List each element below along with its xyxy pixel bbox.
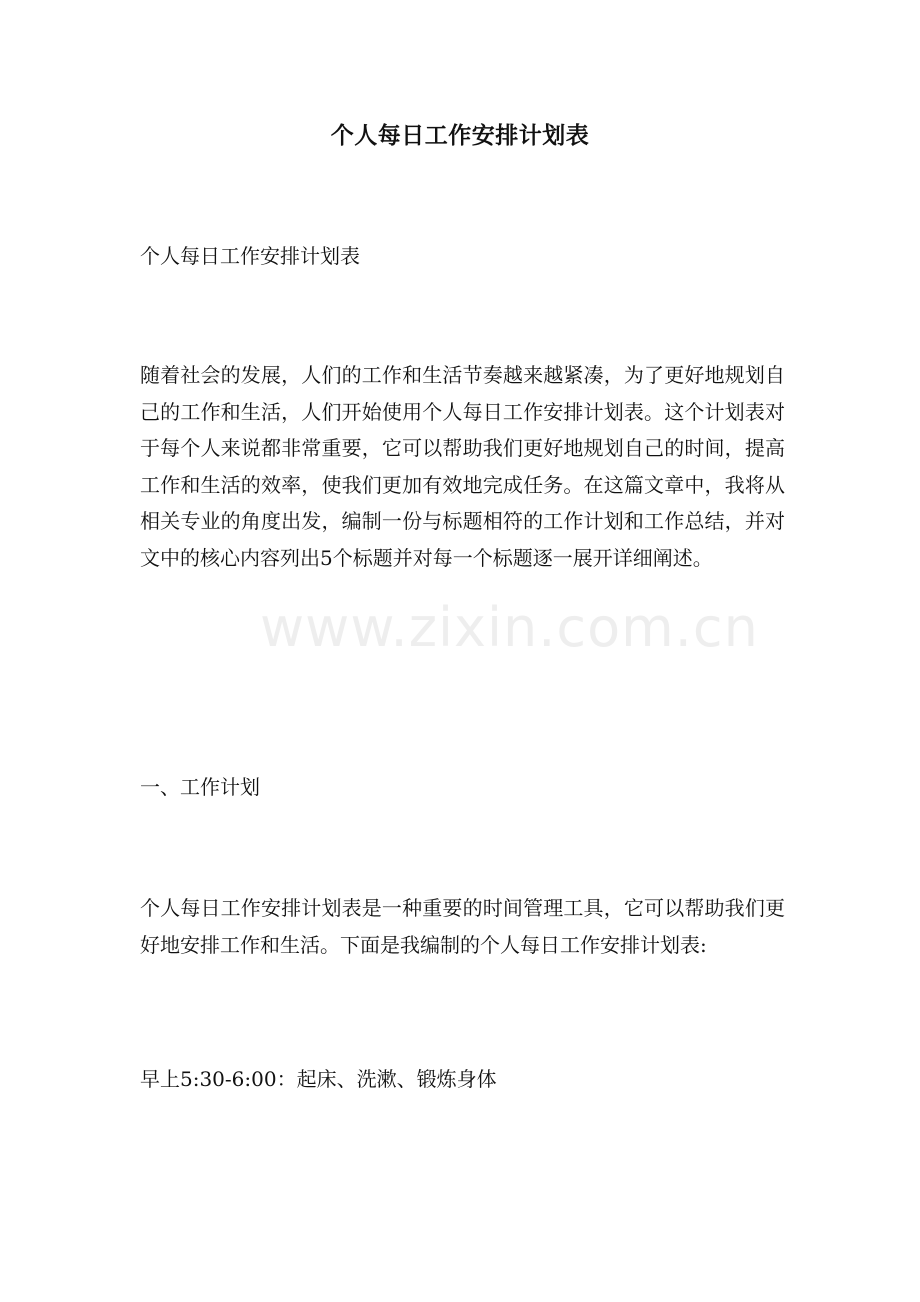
document-title: 个人每日工作安排计划表 — [330, 122, 590, 149]
section-heading-work-plan: 一、工作计划 — [140, 775, 260, 799]
schedule-item: 早上5:30-6:00：起床、洗漱、锻炼身体 — [140, 1067, 497, 1091]
intro-paragraph: 随着社会的发展，人们的工作和生活节奏越来越紧凑，为了更好地规划自己的工作和生活，人们开始使用个人每日工作安排计划表。这个计划表对于每个人来说都非常重要，它可以帮助我们更好地规划自己的时间，提高工作和生活的效率，使我们更加有效地完成任务。在这篇文章中，我将从相关专业的角度出发，编制一份与标题相符的工作计划和工作总结，并对文中的核心内容列出5个标题并对每一个标题逐一展开详细阐述。 — [140, 363, 785, 570]
section-paragraph: 个人每日工作安排计划表是一种重要的时间管理工具，它可以帮助我们更好地安排工作和生活。下面是我编制的个人每日工作安排计划表: — [140, 896, 785, 957]
watermark: www.zixin.com.cn — [260, 596, 759, 659]
document-subtitle: 个人每日工作安排计划表 — [140, 244, 360, 268]
